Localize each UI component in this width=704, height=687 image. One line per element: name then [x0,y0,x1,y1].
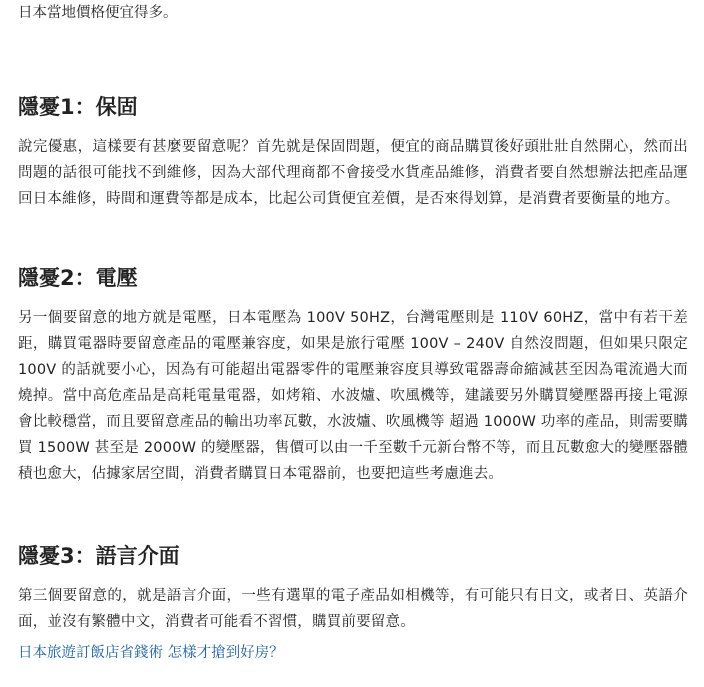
related-article-link[interactable]: 日本旅遊訂飯店省錢術 怎樣才搶到好房？ [18,645,284,661]
intro-text: 日本當地價格便宜得多。 [18,5,178,21]
section-body: 第三個要留意的，就是語言介面，一些有選單的電子產品如相機等，有可能只有日文，或者日、英語介面，並沒有繁體中文，消費者可能看不習慣，購買前要留意。 [18,588,688,630]
section-body: 說完優惠，這樣要有甚麼要留意呢？首先就是保固問題，便宜的商品購買後好頭壯壯自然開心，然而出問題的話很可能找不到維修，因為大部代理商都不會接受水貨產品維修，消費者要自然想辦法把產品運回日本維修，時間和運費等都是成本，比起公司貨便宜差價，是否來得划算，是消費者要衡量的地方。 [18,139,688,207]
section-voltage [18,263,688,487]
section-heading: 隱憂1：保固 [18,95,138,119]
section-warranty [18,92,688,212]
section-heading: 隱憂2：電壓 [18,266,138,290]
section-language [18,541,688,635]
section-body: 另一個要留意的地方就是電壓，日本電壓為 100V 50HZ，台灣電壓則是 110V 60HZ，當中有若干差距，購買電器時要留意產品的電壓兼容度，如果是旅行電壓 100V – 240V 自然沒問題，但如果只限定 100V 的話就要小心，因為有可能超出電器零件的電壓兼容度貝導致電器壽命縮減甚至因為電流過大而燒掉。當中高危產品是高耗電量電器，如烤箱、水波爐、吹風機等，建議要另外購買變壓器再接上電源會比較穩當，而且要留意產品的輸出功率瓦數，水波爐、吹風機等 超過 1000W 功率的產品，則需要購買 1500W 甚至是 2000W 的變壓器，售價可以由一千至數千元新台幣不等，而且瓦數愈大的變壓器體積也愈大，佔據家居空間，消費者購買日本電器前，也要把這些考慮進去。 [18,310,688,482]
section-heading: 隱憂3：語言介面 [18,544,180,568]
